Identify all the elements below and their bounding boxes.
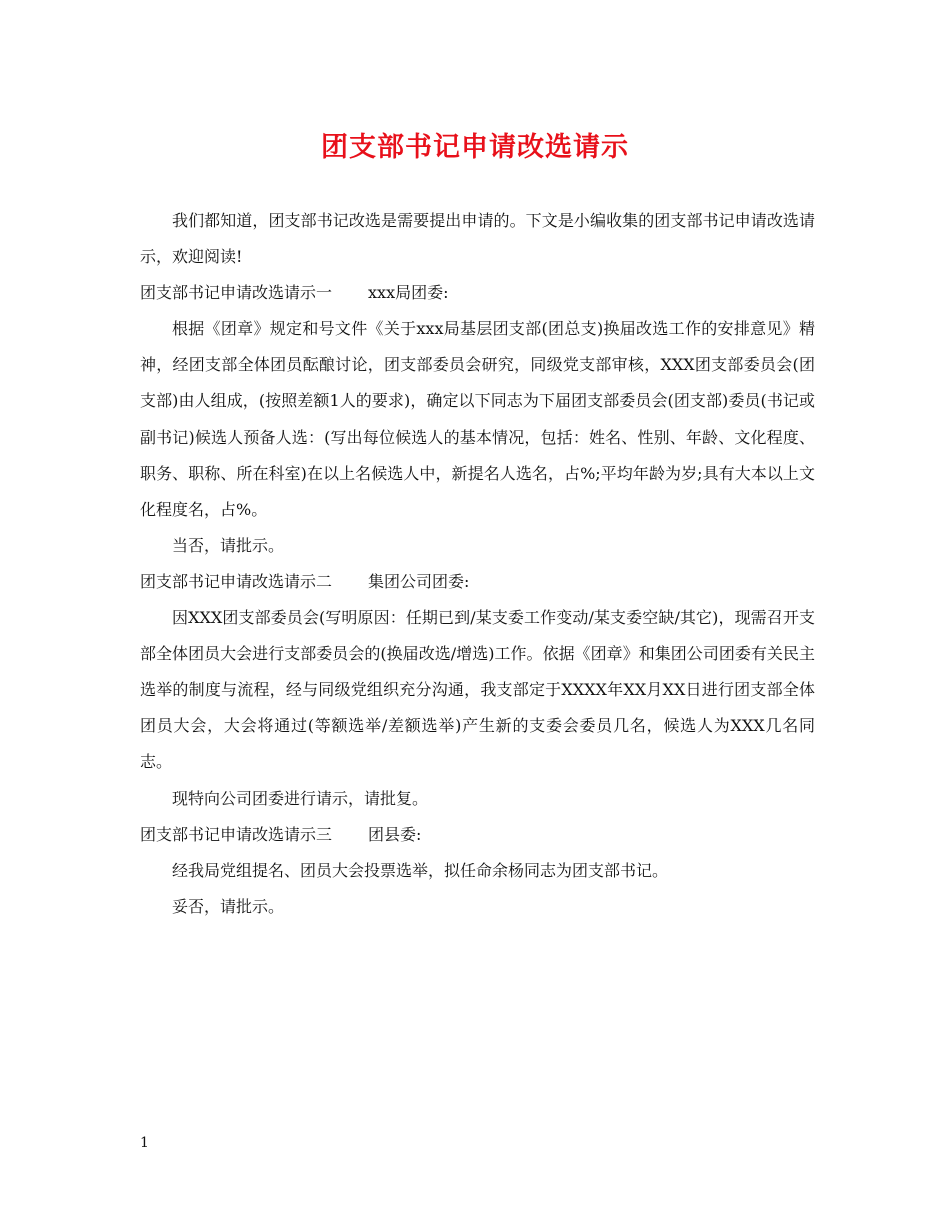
page-number: 1 [140, 1135, 149, 1151]
section-1-heading: 团支部书记申请改选请示一 [140, 283, 333, 303]
document-body [140, 203, 815, 925]
section-3-paragraph-2: 妥否，请批示。 [172, 896, 285, 916]
section-3-paragraph-1: 经我局党组提名、团员大会投票选举，拟任命余杨同志为团支部书记。 [172, 860, 669, 880]
section-2-heading-line [140, 564, 815, 600]
intro-paragraph: 我们都知道，团支部书记改选是需要提出申请的。下文是小编收集的团支部书记申请改选请示，欢迎阅读! [140, 211, 815, 267]
section-1-addressee: xxx局团委: [368, 283, 449, 303]
section-1-paragraph-1: 根据《团章》规定和号文件《关于xxx局基层团支部(团总支)换届改选工作的安排意见》精神，经团支部全体团员酝酿讨论，团支部委员会研究，同级党支部审核，XXX团支部委员会(团支部)由人组成，(按照差额1人的要求)，确定以下同志为下届团支部委员会(团支部)委员(书记或副书记)候选人预备人选：(写出每位候选人的基本情况，包括：姓名、性别、年龄、文化程度、职务、职称、所在科室)在以上名候选人中，新提名人选名，占%;平均年龄为岁;具有大本以上文化程度名，占%。 [140, 319, 815, 519]
document-title: 团支部书记申请改选请示 [321, 132, 629, 163]
section-3-addressee: 团县委: [368, 824, 422, 844]
section-2-paragraph-1: 因XXX团支部委员会(写明原因：任期已到/某支委工作变动/某支委空缺/其它)，现需召开支部全体团员大会进行支部委员会的(换届改选/增选)工作。依据《团章》和集团公司团委有关民主选举的制度与流程，经与同级党组织充分沟通，我支部定于XXXX年XX月XX日进行团支部全体团员大会，大会将通过(等额选举/差额选举)产生新的支委会委员几名，候选人为XXX几名同志。 [140, 608, 815, 772]
section-2-addressee: 集团公司团委: [368, 571, 470, 591]
section-2-heading: 团支部书记申请改选请示二 [140, 571, 333, 591]
section-2-paragraph-2: 现特向公司团委进行请示，请批复。 [172, 788, 429, 808]
section-3-heading-line [140, 817, 815, 853]
section-1-paragraph-2: 当否，请批示。 [172, 535, 285, 555]
section-1-heading-line [140, 275, 815, 311]
section-3-heading: 团支部书记申请改选请示三 [140, 824, 333, 844]
